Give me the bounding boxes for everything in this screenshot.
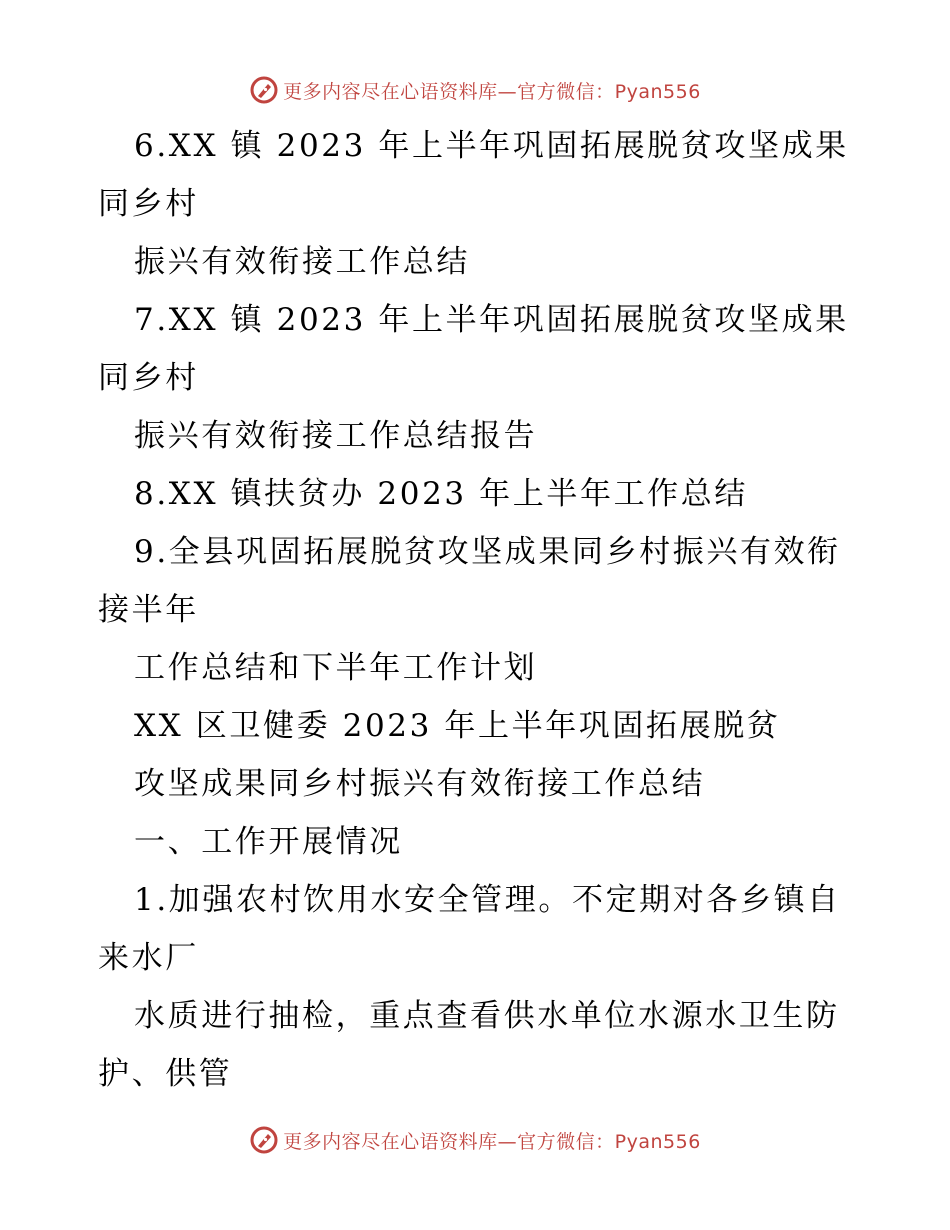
text-line: 8.XX 镇扶贫办 2023 年上半年工作总结 xyxy=(134,476,748,512)
text-line: XX 区卫健委 2023 年上半年巩固拓展脱贫 xyxy=(134,708,781,744)
text-line: 水质进行抽检，重点查看供水单位水源水卫生防 xyxy=(134,998,840,1034)
text-line: 7.XX 镇 2023 年上半年巩固拓展脱贫攻坚成果 xyxy=(134,302,849,338)
text-line: 来水厂 xyxy=(98,940,199,976)
text-line: 同乡村 xyxy=(98,360,199,396)
watermark-text: 更多内容尽在心语资料库—官方微信：Pyan556 xyxy=(283,1130,701,1153)
text-line: 6.XX 镇 2023 年上半年巩固拓展脱贫攻坚成果 xyxy=(134,128,849,164)
text-line: 接半年 xyxy=(98,592,199,628)
text-line: 1.加强农村饮用水安全管理。不定期对各乡镇自 xyxy=(134,882,841,918)
text-line: 攻坚成果同乡村振兴有效衔接工作总结 xyxy=(134,766,706,802)
text-line: 9.全县巩固拓展脱贫攻坚成果同乡村振兴有效衔 xyxy=(134,534,841,570)
pen-nib-circle-icon xyxy=(249,1125,279,1155)
watermark-text: 更多内容尽在心语资料库—官方微信：Pyan556 xyxy=(283,80,701,103)
text-line: 振兴有效衔接工作总结 xyxy=(134,244,470,280)
section-heading: 一、工作开展情况 xyxy=(134,824,403,860)
header-watermark xyxy=(0,70,950,110)
footer-watermark xyxy=(0,1120,950,1160)
pen-nib-circle-icon xyxy=(249,75,279,105)
text-line: 振兴有效衔接工作总结报告 xyxy=(134,418,538,454)
text-line: 护、供管 xyxy=(98,1056,233,1092)
text-line: 工作总结和下半年工作计划 xyxy=(134,650,538,686)
text-line: 同乡村 xyxy=(98,186,199,222)
